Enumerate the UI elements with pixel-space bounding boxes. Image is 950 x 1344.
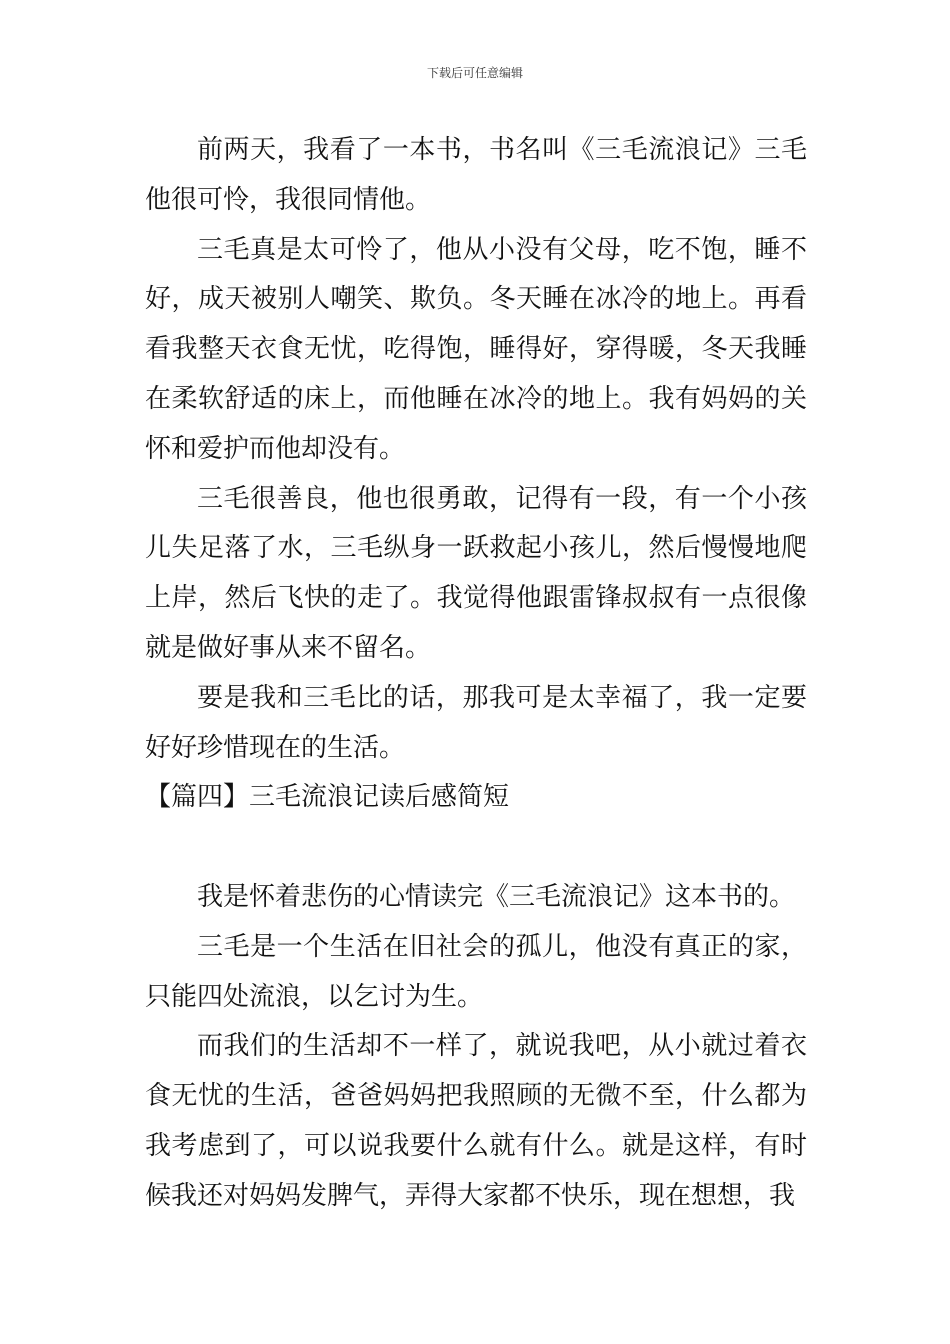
paragraph: 前两天，我看了一本书，书名叫《三毛流浪记》三毛他很可怜，我很同情他。	[145, 135, 807, 215]
blank-line	[145, 823, 807, 873]
paragraph: 三毛很善良，他也很勇敢，记得有一段，有一个小孩儿失足落了水，三毛纵身一跃救起小孩儿，然后慢慢地爬上岸，然后飞快的走了。我觉得他跟雷锋叔叔有一点很像就是做好事从来不留名。	[145, 483, 807, 663]
page-header-note: 下载后可任意编辑	[426, 66, 523, 80]
paragraph: 三毛是一个生活在旧社会的孤儿，他没有真正的家，只能四处流浪，以乞讨为生。	[145, 931, 807, 1012]
section-heading: 【篇四】三毛流浪记读后感简短	[145, 782, 510, 813]
paragraph: 要是我和三毛比的话，那我可是太幸福了，我一定要好好珍惜现在的生活。	[145, 682, 807, 763]
paragraph: 我是怀着悲伤的心情读完《三毛流浪记》这本书的。	[197, 881, 796, 912]
paragraph: 而我们的生活却不一样了，就说我吧，从小就过着衣食无忧的生活，爸爸妈妈把我照顾的无微不至，什么都为我考虑到了，可以说我要什么就有什么。就是这样，有时候我还对妈妈发脾气，弄得大家都不快乐，现在想想，我	[145, 1031, 807, 1211]
paragraph: 三毛真是太可怜了，他从小没有父母，吃不饱，睡不好，成天被别人嘲笑、欺负。冬天睡在冰冷的地上。再看看我整天衣食无忧，吃得饱，睡得好，穿得暖，冬天我睡在柔软舒适的床上，而他睡在冰冷的地上。我有妈妈的关怀和爱护而他却没有。	[145, 234, 807, 464]
document-body	[145, 126, 807, 1222]
